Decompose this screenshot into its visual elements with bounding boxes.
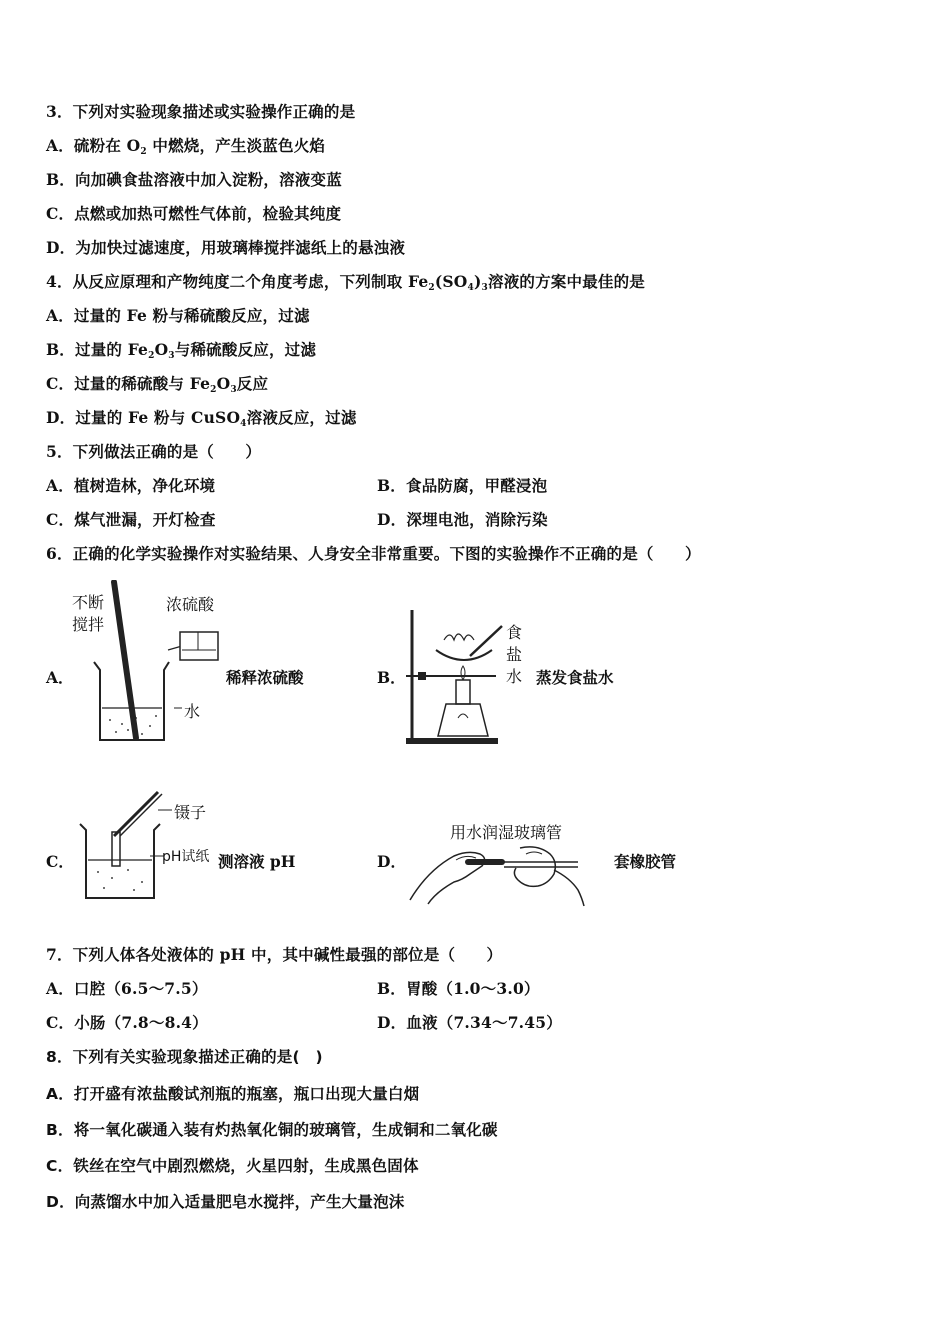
label-wet-glass-tube: 用水润湿玻璃管 (450, 823, 563, 842)
q6-stem: 6．正确的化学实验操作对实验结果、人身安全非常重要。下图的实验操作不正确的是（ ） (46, 544, 701, 563)
label-ph-paper: pH试纸 (162, 849, 210, 865)
q6-option-a-letter: A． (46, 668, 74, 687)
q4-stem: 4．从反应原理和产物纯度二个角度考虑，下列制取 $Fe_2(SO_4)_3$溶液的方案中最佳的是 (46, 272, 646, 293)
figure-fit-rubber-tube (408, 840, 598, 908)
q8-option-c: C．铁丝在空气中剧烈燃烧，火星四射，生成黑色固体 (46, 1157, 419, 1175)
q8-option-d: D．向蒸馏水中加入适量肥皂水搅拌，产生大量泡沫 (46, 1193, 405, 1211)
q7-option-d: D．血液（7.34～7.45） (377, 1013, 562, 1032)
q3-option-a: A．硫粉在 $O_2$ 中燃烧，产生淡蓝色火焰 (46, 136, 326, 157)
q6-option-d-caption: 套橡胶管 (614, 852, 677, 871)
q3-stem: 3．下列对实验现象描述或实验操作正确的是 (46, 102, 356, 121)
label-concentrated-acid: 浓硫酸 (166, 595, 215, 614)
q7-option-a: A．口腔（6.5～7.5） (46, 979, 208, 998)
q8-option-b: B．将一氧化碳通入装有灼热氧化铜的玻璃管，生成铜和二氧化碳 (46, 1121, 498, 1139)
q6-option-a-caption: 稀释浓硫酸 (226, 668, 304, 687)
q7-option-b: B．胃酸（1.0～3.0） (377, 979, 540, 998)
q3-option-d: D．为加快过滤速度，用玻璃棒搅拌滤纸上的悬浊液 (46, 238, 406, 257)
label-tweezers: 镊子 (174, 803, 207, 822)
q5-option-d: D．深埋电池，消除污染 (377, 510, 548, 529)
q6-option-b-letter: B． (377, 668, 406, 687)
q5-stem: 5．下列做法正确的是（ ） (46, 442, 262, 461)
label-stir-continuously: 不断搅拌 (72, 593, 105, 634)
q5-option-b: B．食品防腐，甲醛浸泡 (377, 476, 548, 495)
q7-stem: 7．下列人体各处液体的 pH 中，其中碱性最强的部位是（ ） (46, 945, 503, 964)
label-salt-water: 食盐水 (506, 623, 523, 686)
q7-option-c: C．小肠（7.8～8.4） (46, 1013, 208, 1032)
q8-stem: 8．下列有关实验现象描述正确的是( ) (46, 1048, 323, 1066)
q8-option-a: A．打开盛有浓盐酸试剂瓶的瓶塞，瓶口出现大量白烟 (46, 1085, 420, 1103)
q4-option-c: C．过量的稀硫酸与 $Fe_2O_3$反应 (46, 374, 269, 395)
q6-option-c-letter: C． (46, 852, 74, 871)
q4-option-d: D．过量的 Fe 粉与 CuSO$_4$溶液反应，过滤 (46, 408, 357, 429)
q5-option-c: C．煤气泄漏，开灯检查 (46, 510, 216, 529)
q6-option-d-letter: D． (377, 852, 406, 871)
q4-option-b: B．过量的 $Fe_2O_3$与稀硫酸反应，过滤 (46, 340, 317, 361)
q6-option-b-caption: 蒸发食盐水 (536, 668, 614, 687)
q4-option-a: A．过量的 Fe 粉与稀硫酸反应，过滤 (46, 306, 310, 325)
q5-option-a: A．植树造林，净化环境 (46, 476, 216, 495)
q3-option-b: B．向加碘食盐溶液中加入淀粉，溶液变蓝 (46, 170, 342, 189)
q6-option-c-caption: 测溶液 pH (218, 852, 296, 871)
label-water: 水 (184, 702, 201, 721)
q3-option-c: C．点燃或加热可燃性气体前，检验其纯度 (46, 204, 342, 223)
